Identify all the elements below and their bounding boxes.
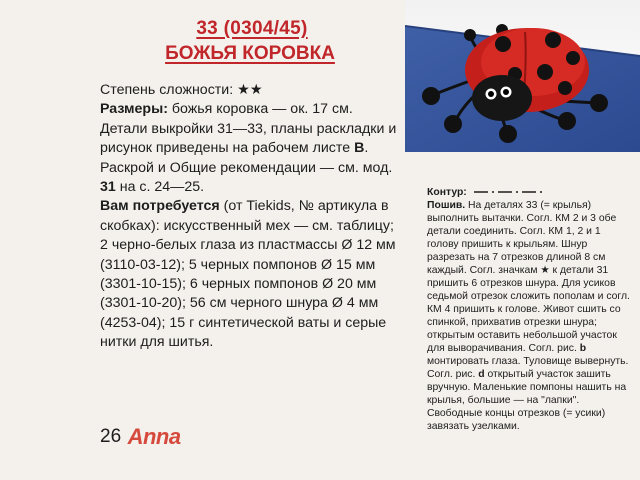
- sewing-label: Пошив.: [427, 200, 466, 211]
- model-number: 33 (0304/45): [196, 18, 308, 39]
- materials-intro: (от Tiekids, № артикула в скобках):: [100, 198, 389, 234]
- sewing-text-2: монтировать глаза. Туловище вывернуть. Согл. рис.: [427, 356, 629, 380]
- contour-label: Контур:: [427, 187, 467, 198]
- instructions-text: [100, 81, 400, 353]
- materials-label: Вам потребуется: [100, 198, 220, 215]
- sizes-paragraph: [100, 100, 400, 197]
- materials-list: искусственный мех — см. таблицу; 2 черно-белых глаза из пластмассы Ø 12 мм (3110-03-12); 5 черных помпонов Ø 15 мм (3301-10-15); 6 черных помпонов Ø 20 мм (3301-10-20); 56 см черного шнура Ø 4 мм (4253-04); 15 г синтетической ваты и серые нитки для шитья.: [100, 217, 396, 351]
- figure-d-ref: d: [478, 369, 485, 380]
- brand-logo: Anna: [127, 424, 181, 449]
- sewing-text-3: открытый участок зашить вручную. Маленькие помпоны нашить на крылья, большие — на "лапки". Свободные концы отрезков (= усики) завязать узелками.: [427, 369, 627, 432]
- page-title: БОЖЬЯ КОРОВКА: [165, 43, 335, 64]
- ladybug-head: [472, 75, 532, 121]
- figure-b-ref: b: [579, 343, 587, 354]
- contour-line-icon: [474, 190, 546, 194]
- materials-paragraph: [100, 197, 400, 352]
- sewing-text: На деталях 33 (= крылья) выполнить вытачки. Согл. КМ 2 и 3 обе детали соединить. Согл. КМ 1, 2 и 1 голову пришить к крыльям. Шнур разрезать на 7 отрезков длиной 8 см каждый. Согл. значкам ★ к детали 31 пришить 6 отрезков шнура. Для усиков седьмой отрезок сложить пополам и согл. КМ 4 пришить к голове. Живот сшить со спинкой, прихватив отрезки шнура; открытым оставить небольшой участок для выворачивания. Согл. рис.: [427, 200, 630, 354]
- sizes-text: божья коровка — ок. 17 см. Детали выкройки 31—33, планы раскладки и рисунок приведены на рабочем листе: [100, 101, 397, 157]
- sizes-label: Размеры:: [100, 101, 168, 118]
- model-ref: 31: [100, 179, 116, 196]
- sewing-paragraph: [427, 199, 632, 433]
- page-number: 26: [100, 426, 122, 447]
- difficulty-line: [100, 81, 400, 100]
- sizes-text-2: . Раскрой и Общие рекомендации — см. мод.: [100, 140, 393, 176]
- page-footer: [100, 424, 181, 450]
- sizes-text-3: на с. 24—25.: [119, 179, 205, 196]
- main-column: [100, 18, 400, 353]
- difficulty-label: Степень сложности:: [100, 82, 234, 98]
- ladybug-illustration: [405, 0, 640, 152]
- ladybug-photo: [405, 0, 640, 152]
- sheet-letter: В: [354, 140, 365, 157]
- contour-line: [427, 186, 632, 199]
- sewing-instructions: [427, 186, 632, 433]
- difficulty-stars: ★★: [237, 82, 263, 98]
